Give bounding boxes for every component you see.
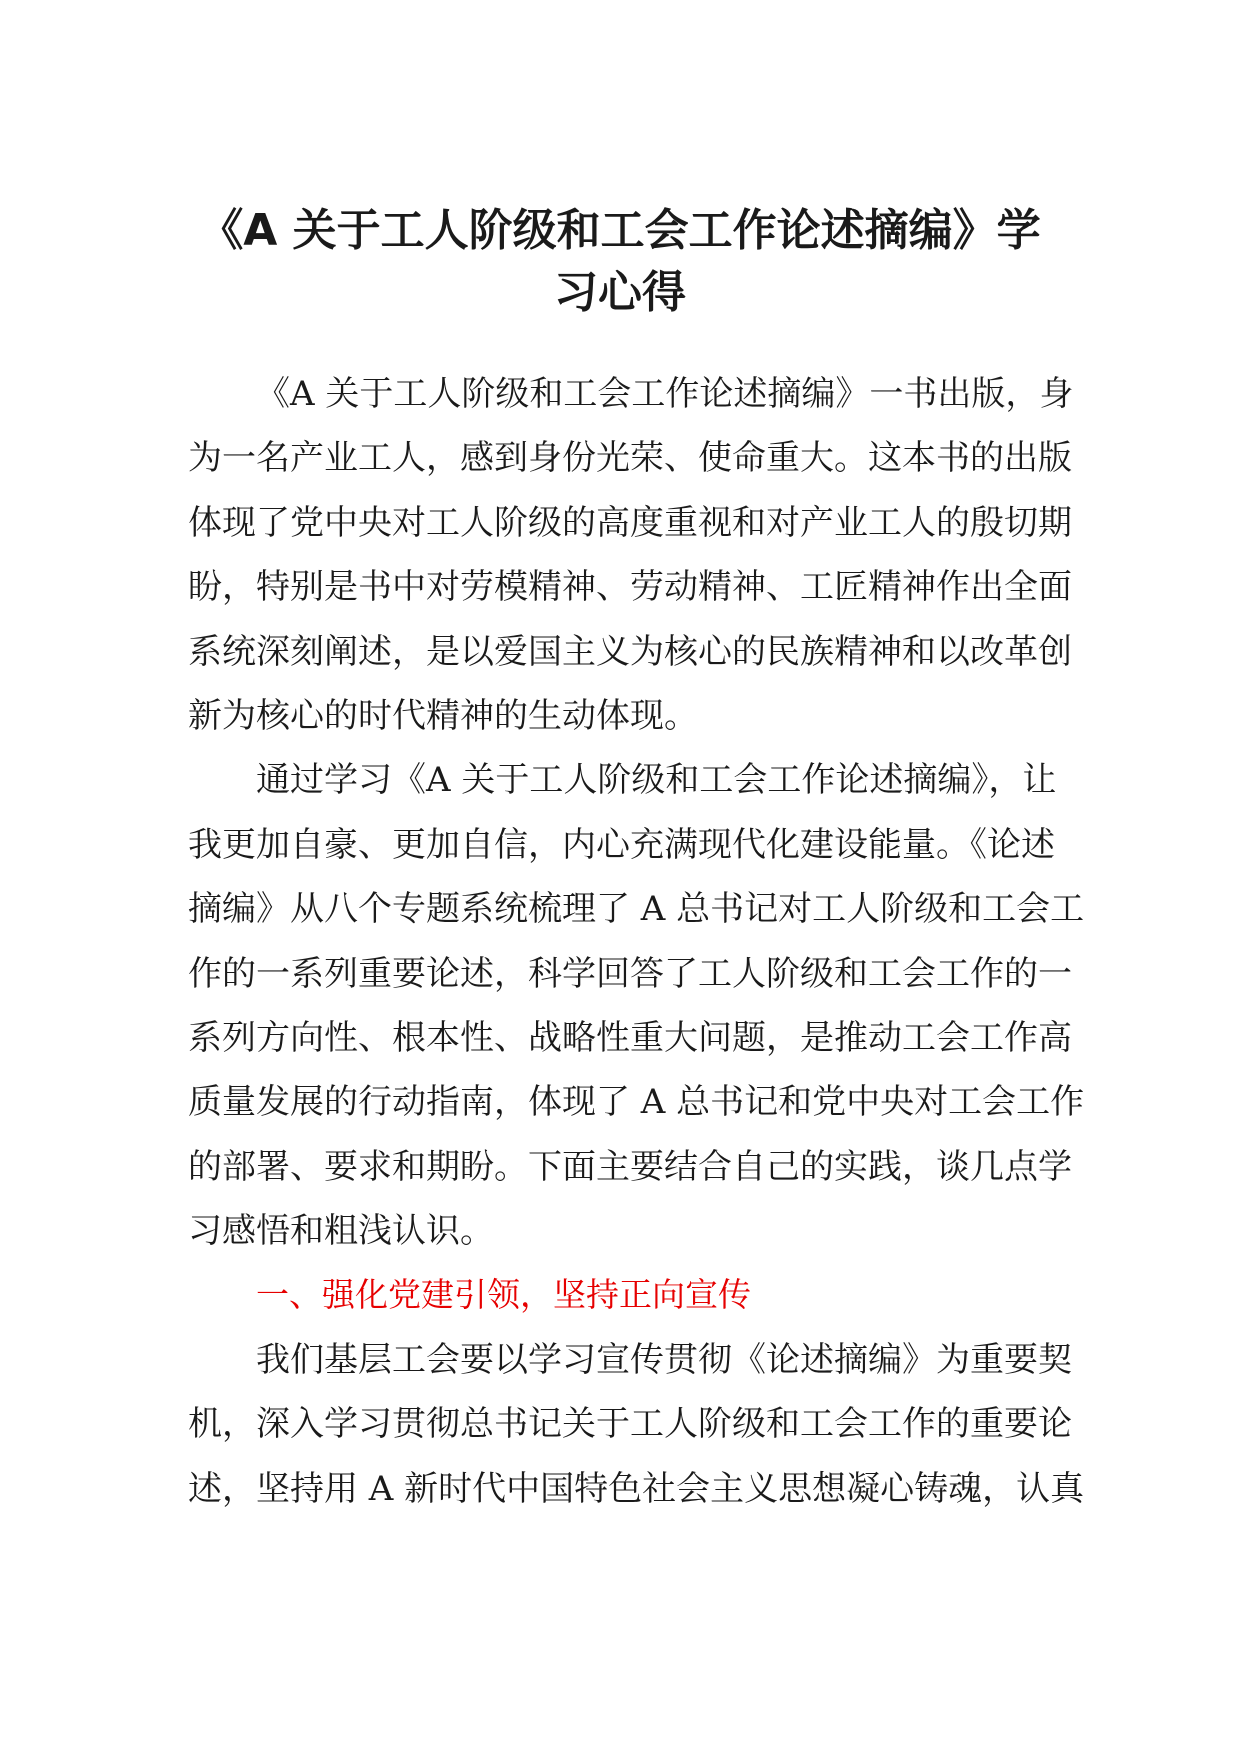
text-line: 摘编》从八个专题系统梳理了 A 总书记对工人阶级和工会工 [188, 889, 1085, 930]
text-line: 的部署、要求和期盼。下面主要结合自己的实践，谈几点学 [188, 1146, 1072, 1187]
text-line: 习感悟和粗浅认识。 [188, 1211, 494, 1252]
text-line: 系列方向性、根本性、战略性重大问题，是推动工会工作高 [188, 1017, 1072, 1058]
title-line-1: 《A 关于工人阶级和工会工作论述摘编》学 [199, 205, 1041, 256]
text-line: 通过学习《A 关于工人阶级和工会工作论述摘编》，让 [256, 760, 1057, 801]
title-line-2: 习心得 [554, 267, 686, 318]
section-heading: 一、强化党建引领，坚持正向宣传 [256, 1275, 751, 1315]
text-line: 机，深入学习贯彻总书记关于工人阶级和工会工作的重要论 [188, 1404, 1072, 1445]
text-line: 述，坚持用 A 新时代中国特色社会主义思想凝心铸魂，认真 [188, 1468, 1085, 1509]
paragraph-3 [188, 1328, 1085, 1521]
text-line: 质量发展的行动指南，体现了 A 总书记和党中央对工会工作 [188, 1082, 1085, 1123]
text-line: 我们基层工会要以学习宣传贯彻《论述摘编》为重要契 [256, 1339, 1072, 1380]
text-line: 体现了党中央对工人阶级的高度重视和对产业工人的殷切期 [188, 502, 1072, 543]
text-line: 为一名产业工人，感到身份光荣、使命重大。这本书的出版 [188, 438, 1072, 479]
paragraph-2 [188, 748, 1085, 1263]
paragraph-1 [188, 362, 1074, 748]
text-line: 我更加自豪、更加自信，内心充满现代化建设能量。《论述 [188, 824, 1055, 865]
text-line: 作的一系列重要论述，科学回答了工人阶级和工会工作的一 [188, 953, 1072, 994]
text-line: 盼，特别是书中对劳模精神、劳动精神、工匠精神作出全面 [188, 567, 1072, 608]
text-line: 新为核心的时代精神的生动体现。 [188, 695, 698, 736]
document-body [188, 362, 1085, 1521]
text-line: 《A 关于工人阶级和工会工作论述摘编》一书出版，身 [256, 374, 1074, 414]
text-line: 系统深刻阐述，是以爱国主义为核心的民族精神和以改革创 [188, 631, 1072, 672]
document-title [170, 200, 1070, 324]
